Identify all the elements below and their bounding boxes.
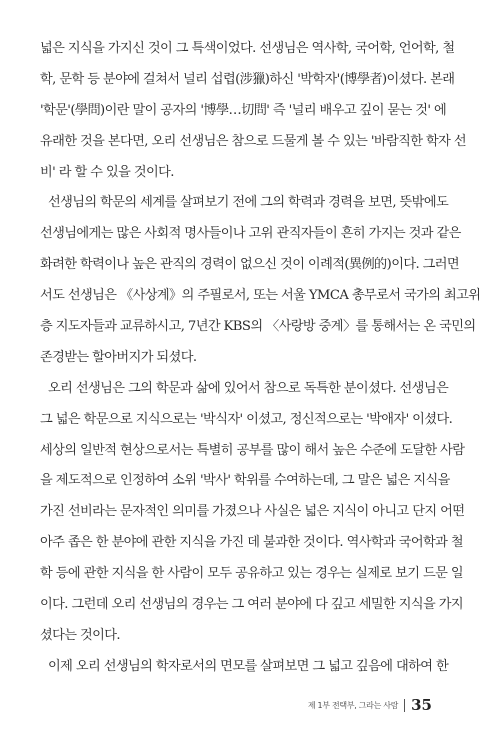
paragraph-first-line: 선생님의 학문의 세계를 살펴보기 전에 그의 학력과 경력을 보면, 뜻밖에도 <box>48 195 449 211</box>
running-head: 제 1부 전택부, 그라는 사람 <box>307 700 399 710</box>
text-line: 아주 좁은 한 분야에 관한 지식을 가진 데 불과한 것이다. 역사학과 국어학과 철 <box>40 535 464 551</box>
footer-divider <box>404 699 405 712</box>
text-line: '학문'(學問)이란 말이 공자의 '博學…切問' 즉 '널리 배우고 깊이 묻는 것' 에 <box>40 102 447 118</box>
text-line: 학, 문학 등 분야에 걸쳐서 널리 섭렵(涉獵)하신 '박학자'(博學者)이셨다. 본래 <box>40 71 455 87</box>
text-line: 비' 라 할 수 있을 것이다. <box>40 164 174 180</box>
text-line: 학 등에 관한 지식을 한 사람이 모두 공유하고 있는 경우는 실제로 보기 드문 일 <box>40 566 464 582</box>
text-line: 셨다는 것이다. <box>40 627 121 643</box>
text-line: 넓은 지식을 가지신 것이 그 특색이었다. 선생님은 역사학, 국어학, 언어학, 철 <box>40 41 455 56</box>
text-line: 층 지도자들과 교류하시고, 7년간 KBS의 〈사랑방 중계〉를 통해서는 온 국민의 <box>40 319 476 335</box>
text-line: 선생님에게는 많은 사회적 명사들이나 고위 관직자들이 흔히 가지는 것과 같은 <box>40 226 461 242</box>
text-line: 존경받는 할아버지가 되셨다. <box>40 349 197 365</box>
paragraph-first-line: 이제 오리 선생님의 학자로서의 면모를 살펴보면 그 넓고 깊음에 대하여 한 <box>48 658 449 674</box>
text-line: 을 제도적으로 인정하여 소위 '박사' 학위를 수여하는데, 그 말은 넓은 지식을 <box>40 473 450 489</box>
page-number: 35 <box>411 696 432 714</box>
text-line: 이다. 그런데 오리 선생님의 경우는 그 여러 분야에 다 깊고 세밀한 지식을 가지 <box>40 597 464 613</box>
page-footer <box>308 696 432 714</box>
text-line: 서도 선생님은 《사상계》의 주필로서, 또는 서울 YMCA 총무로서 국가의 최고위 <box>40 288 480 304</box>
text-line: 유래한 것을 본다면, 오리 선생님은 참으로 드물게 볼 수 있는 '바람직한 학자 선 <box>40 133 467 149</box>
paragraph-first-line: 오리 선생님은 그의 학문과 삶에 있어서 참으로 독특한 분이셨다. 선생님은 <box>48 380 449 396</box>
text-line: 그 넓은 학문으로 지식으로는 '박식자' 이셨고, 정신적으로는 '박애자' 이셨다. <box>40 411 453 427</box>
body-text <box>40 34 480 683</box>
text-line: 가진 선비라는 문자적인 의미를 가졌으나 사실은 넓은 지식이 아니고 단지 어떤 <box>40 504 465 520</box>
text-line: 세상의 일반적 현상으로서는 특별히 공부를 많이 해서 높은 수준에 도달한 사람 <box>40 442 465 458</box>
text-line: 화려한 학력이나 높은 관직의 경력이 없으신 것이 이례적(異例的)이다. 그러면 <box>40 257 460 273</box>
